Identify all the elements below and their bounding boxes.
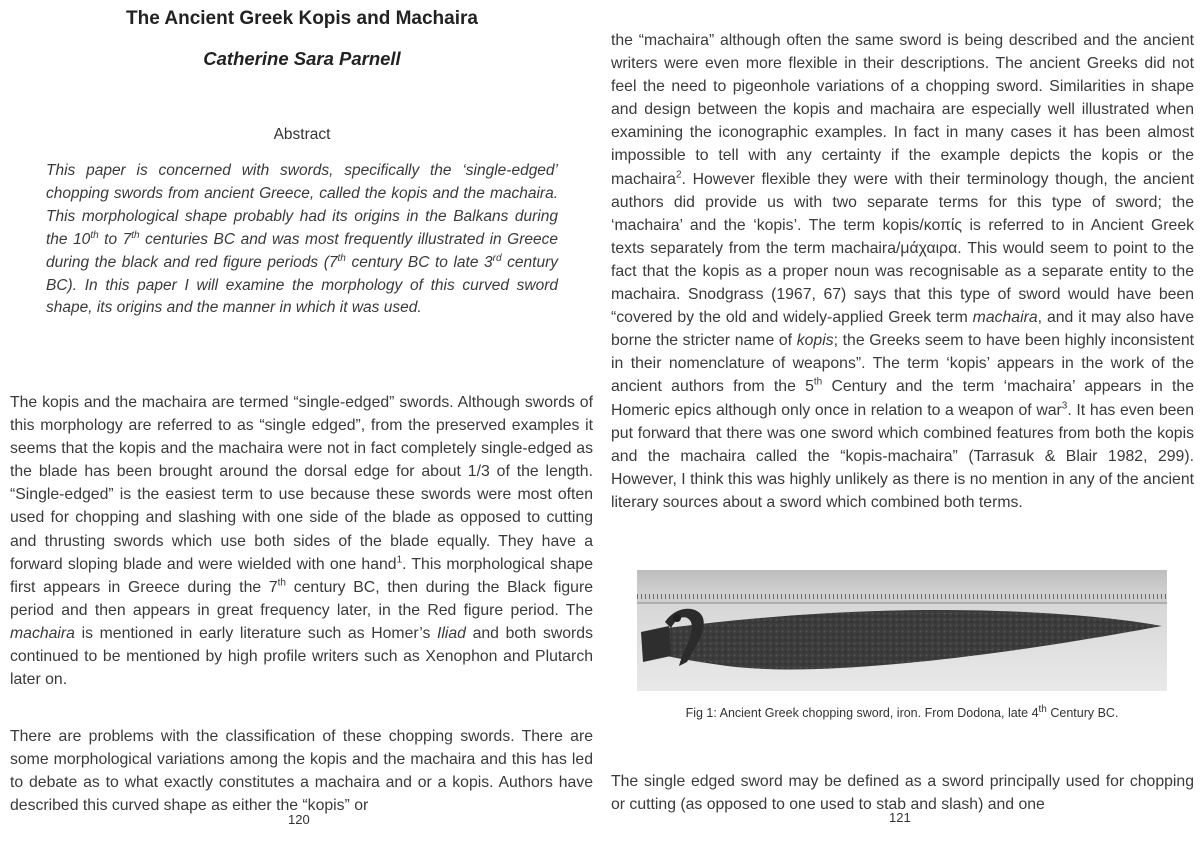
body-paragraph: There are problems with the classification of these chopping swords. There are some morphological variations among the kopis and the machaira and this has led to debate as to what exactly constitutes a machaira and or a kopis. Authors have described this curved shape as either the “kopis” or [10,728,593,815]
footnote-ref: 3 [1061,400,1068,412]
figure-caption: Fig 1: Ancient Greek chopping sword, iron. From Dodona, late 4th Century BC. [685,703,1119,720]
body-paragraph: The single edged sword may be defined as a sword principally used for chopping or cutting (as opposed to one used to stab and slash) and one [611,773,1194,814]
abstract-text: This paper is concerned with swords, specifically the ‘single-edged’ chopping swords from ancient Greece, called the kopis and the machaira. This morphological shape probably had its origins in the Balkans during the 10th to 7th centuries BC and was most frequently illustrated in Greece during the black and red figure periods (7th century BC to late 3rd century BC). In this paper I will examine the morphology of this curved sword shape, its origins and the manner in which it was used. [46,162,558,317]
footnote-ref: 2 [675,169,682,181]
sword-photo [637,570,1167,691]
footnote-ref: 1 [396,554,403,566]
page-number: 120 [288,812,310,827]
body-paragraph: the “machaira” although often the same sword is being described and the ancient writers were even more flexible in their descriptions. The ancient Greeks did not feel the need to pigeonhole variations of a chopping sword. Similarities in shape and design between the kopis and machaira are especially well illustrated when examining the iconographic examples. In fact in many cases it has been almost impossible to tell with any certainty if the example depicts the kopis or the machaira$^2$. However flexible they were with their terminology though, the ancient authors did provide us with two separate terms for this type of sword; the ‘machaira’ and the ‘kopis’. The term kopis/κοπίς is referred to in Ancient Greek texts separately from the term machaira/μάχαιρα. This would seem to point to the fact that the kopis as a proper noun was recognisable as a separate entity to the machaira. Snodgrass (1967, 67) says that this type of sword would have been “covered by the old and widely-applied Greek term machaira, and it may also have borne the stricter name of kopis; the Greeks seem to have been highly inconsistent in their nomenclature of weapons”. The term ‘kopis’ appears in the work of the ancient authors from the 5th Century and the term ‘machaira’ appears in the Homeric epics although only once in relation to a weapon of war$^3$. It has even been put forward that there was one sword which combined features from both the kopis and the machaira called the “kopis-machaira” (Tarrasuk & Blair 1982, 299). However, I think this was highly unlikely as there is no mention in any of the ancient literary sources about a sword which combined both terms. [611,32,1194,511]
author-name: Catherine Sara Parnell [203,48,401,69]
paper-title: The Ancient Greek Kopis and Machaira [126,8,478,29]
right-page [601,0,1202,860]
abstract-heading: Abstract [273,126,331,143]
body-paragraph: The kopis and the machaira are termed “single-edged” swords. Although swords of this morphology are referred to as “single edged”, from the preserved examples it seems that the kopis and the machaira were not in fact completely single-edged as the blade has been brought around the dorsal edge for about 1/3 of the length. “Single-edged” is the easiest term to use because these swords were most often used for chopping and slashing with one side of the blade as opposed to cutting and thrusting swords which use both sides of the blade equally. They have a forward sloping blade and were wielded with one hand$^1$. This morphological shape first appears in Greece during the 7th century BC, then during the Black figure period and then appears in great frequency later, in the Red figure period. The machaira is mentioned in early literature such as Homer’s Iliad and both swords continued to be mentioned by high profile writers such as Xenophon and Plutarch later on. [10,394,593,689]
page-number: 121 [889,810,911,825]
